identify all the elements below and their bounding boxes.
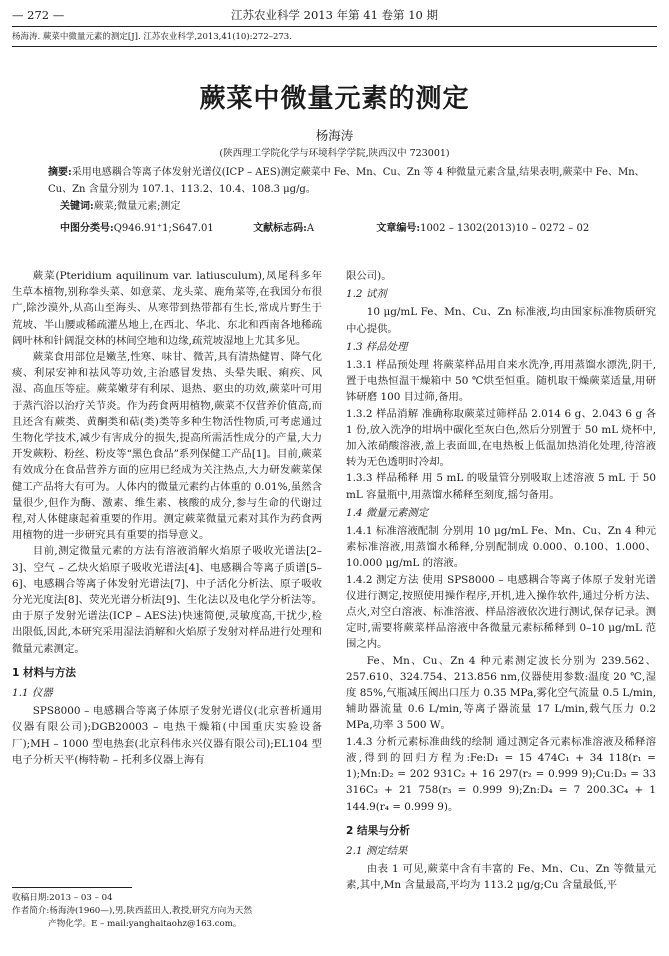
pretreatment-paragraph: 1.3.1 样品预处理 将蕨菜样品用自来水洗净,再用蒸馏水漂洗,阴干,置于电热恒温干燥箱中 50 ℃烘至恒重。随机取干燥蕨菜适量,用研钵研磨 100 目过筛,备用。 xyxy=(346,359,656,404)
intro-paragraph-1: 蕨菜(Pteridium aquilinum var. latiusculum),凤尾科多年生草本植物,别称拳头菜、如意菜、龙头菜、鹿角菜等,在我国分布很广,除沙漠外,从高山至海头、从寒带到热带都有生长,常成片野生于荒坡、半山腰或稀疏灌丛地上,在西北、华北、东北和西南各地稀疏阔叶林和针阔混交林的林间空地和边缘,疏荒坡湿地上尤其多见。 xyxy=(12,270,322,347)
clc-label: 中图分类号: xyxy=(60,223,114,234)
subsection-heading-instruments: 1.1 仪器 xyxy=(12,687,53,700)
article-no-label: 文章编号: xyxy=(376,223,421,234)
article-title: 蕨菜中微量元素的测定 xyxy=(199,84,470,114)
digestion-paragraph: 1.3.2 样品消解 准确称取蕨菜过筛样品 2.014 6 g、2.043 6 g 各 1 份,放入洗净的坩埚中碳化至灰白色,然后分别置于 50 mL 烧杯中,加入浓硝酸溶液,盖上表面皿,在电热板上低温加热消化处理,待溶液转为无色透明时冷却。 xyxy=(346,407,656,469)
classification-row xyxy=(60,220,647,237)
left-column xyxy=(12,268,322,768)
section-heading-results: 2 结果与分析 xyxy=(346,824,411,837)
method-paragraph: 1.4.2 测定方法 使用 SPS8000 – 电感耦合等离子体原子发射光谱仪进行测定,按照使用操作程序,开机,进入操作软件,通过分析方法、点火,对空白溶液、标准溶液、样品溶液依次进行测试,保存记录。测定时,需要将蕨菜样品溶液中各微量元素标稀释到 0–10 μg/mL 范围之内。 xyxy=(346,573,656,651)
article-author: 杨海涛 xyxy=(315,128,354,143)
keywords xyxy=(60,198,647,215)
subsection-heading-reagents: 1.2 试剂 xyxy=(346,288,387,301)
article-affiliation: (陕西理工学院化学与环境科学学院,陕西汉中 723001) xyxy=(219,148,450,159)
clc-value: Q946.91⁺1;S647.01 xyxy=(113,223,214,234)
instruments-paragraph: SPS8000 – 电感耦合等离子体原子发射光谱仪(北京普析通用仪器有限公司);DGB20003 – 电热干燥箱(中国重庆实验设备厂);MH – 1000 型电热套(北京科伟永兴仪器有限公司);EL104 型电子分析天平(梅特勒 – 托利多仪器上海有 xyxy=(12,705,322,766)
instruments-paragraph-continued: 限公司)。 xyxy=(346,270,392,282)
abstract-label: 摘要: xyxy=(48,167,72,178)
doc-code-label: 文献标志码: xyxy=(253,223,307,234)
running-head xyxy=(12,6,657,24)
intro-paragraph-3: 目前,测定微量元素的方法有溶液消解火焰原子吸收光谱法[2–3]、空气 – 乙炔火焰原子吸收光谱法[4]、电感耦合等离子质谱[5–6]、电感耦合等离子体发射光谱法[7]、中子活化分析法、原子吸收分光光度法[8]、荧光光谱分析法[9]、生化法以及电化学分析法等。由于原子发射光谱法(ICP – AES法)快速简便,灵敏度高,干扰少,检出限低,因此,本研究采用湿法消解和火焰原子发射对样品进行处理和微量元素测定。 xyxy=(12,545,322,655)
author-bio-line-1: 作者简介:杨海涛(1960—),男,陕西蓝田人,教授,研究方向为天然 xyxy=(12,906,253,916)
section-heading-materials-methods: 1 材料与方法 xyxy=(12,666,77,679)
right-column xyxy=(346,268,656,894)
footnotes xyxy=(12,892,332,931)
citation-line: 杨海涛. 蕨菜中微量元素的测定[J]. 江苏农业科学,2013,41(10):272–273. xyxy=(12,32,292,42)
doc-code-value: A xyxy=(306,223,315,234)
clc-field xyxy=(60,220,250,237)
citation-rule xyxy=(12,46,657,47)
dilution-paragraph: 1.3.3 样品稀释 用 5 mL 的吸量管分别吸取上述溶液 5 mL 于 50 mL 容量瓶中,用蒸馏水稀释至刻度,摇匀备用。 xyxy=(346,472,656,501)
article-no-field xyxy=(376,220,589,237)
subsection-heading-sample-treatment: 1.3 样品处理 xyxy=(346,340,408,353)
keywords-text: 蕨菜;微量元素;测定 xyxy=(93,201,181,212)
standard-solution-paragraph: 1.4.1 标准溶液配制 分别用 10 μg/mL Fe、Mn、Cu、Zn 4 种元素标准溶液,用蒸馏水稀释,分别配制成 0.000、0.100、1.000、10.000 μg/mL 的溶液。 xyxy=(346,525,656,570)
subsection-heading-results: 2.1 测定结果 xyxy=(346,844,408,857)
header-rule xyxy=(12,26,657,27)
abstract-text: 采用电感耦合等离子体发射光谱仪(ICP – AES)测定蕨菜中 Fe、Mn、Cu、Zn 等 4 种微量元素含量,结果表明,蕨菜中 Fe、Mn、Cu、Zn 含量分别为 107.1、113.2、10.4、108.3 μg/g。 xyxy=(48,167,645,195)
reagents-paragraph: 10 μg/mL Fe、Mn、Cu、Zn 标准液,均由国家标准物质研究中心提供。 xyxy=(346,306,656,335)
journal-issue: 江苏农业科学 2013 年第 41 卷第 10 期 xyxy=(231,8,438,22)
received-date: 收稿日期:2013 – 03 – 04 xyxy=(12,893,113,903)
intro-paragraph-2: 蕨菜食用部位是嫩茎,性寒、味甘、微苦,具有清热健胃、降气化痰、利尿安神和祛风等功效,主治感冒发热、头晕失眠、痢疾、风湿、高血压等症。蕨菜嫩芽有利尿、退热、驱虫的功效,蕨菜叶可用于蒸汽浴以治疗关节炎。作为药食两用植物,蕨菜不仅营养价值高,而且还含有蕨类、黄酮类和萜(类)类等多种生物活性物质,可考虑通过生物化学技术,减少有害成分的损失,提高所需活性成分的产量,大力开发蕨粉、粉丝、粉皮等“黑色食品”系列保健工产品[1]。目前,蕨菜有效成分在食品营养方面的应用已经成为关注热点,大力研发蕨菜保健工产品将大有可为。人体内的微量元素约占体重的 0.01%,虽然含量很少,但作为酶、激素、维生素、核酸的成分,参与生命的代谢过程,对人体健康起着重要的作用。测定蕨菜微量元素对其作为药食两用植物的进一步研究具有重要的指导意义。 xyxy=(12,351,322,542)
footnote-rule xyxy=(12,887,132,888)
abstract xyxy=(48,164,647,198)
keywords-label: 关键词: xyxy=(60,201,94,212)
results-paragraph: 由表 1 可见,蕨菜中含有丰富的 Fe、Mn、Cu、Zn 等微量元素,其中,Mn 含量最高,平均为 113.2 μg/g;Cu 含量最低,平 xyxy=(346,863,656,892)
subsection-heading-trace-elements: 1.4 微量元素测定 xyxy=(346,506,429,519)
calibration-paragraph: 1.4.3 分析元素标准曲线的绘制 通过测定各元素标准溶液及稀释溶液,得到的回归方程为:Fe:D₁ = 15 474C₁ + 34 118(r₁ = 1);Mn:D₂ = 202 931C₂ + 16 297(r₂ = 0.999 9);Cu:D₃ = 33 316C₃ + 21 758(r₃ = 0.999 9);Zn:D₄ = 7 200.3C₄ + 1 144.9(r₄ = 0.999 9)。 xyxy=(346,735,656,813)
wavelength-paragraph: Fe、Mn、Cu、Zn 4 种元素测定波长分别为 239.562、257.610、324.754、213.856 nm,仪器使用参数:温度 20 ℃,湿度 85%,气瓶减压阀出口压力 0.35 MPa,雾化空气流量 0.5 L/min,辅助器流量 0.6 L/min,等离子器流量 17 L/min,载气压力 0.2 MPa,功率 3 500 W。 xyxy=(346,654,656,732)
page-number: — 272 — xyxy=(12,8,65,22)
abstract-block xyxy=(48,164,647,215)
article-no-value: 1002 – 1302(2013)10 – 0272 – 02 xyxy=(420,223,590,234)
author-bio-line-2: 产物化学。E – mail:yanghaitaohz@163.com。 xyxy=(48,919,242,929)
doc-code-field xyxy=(253,220,373,237)
